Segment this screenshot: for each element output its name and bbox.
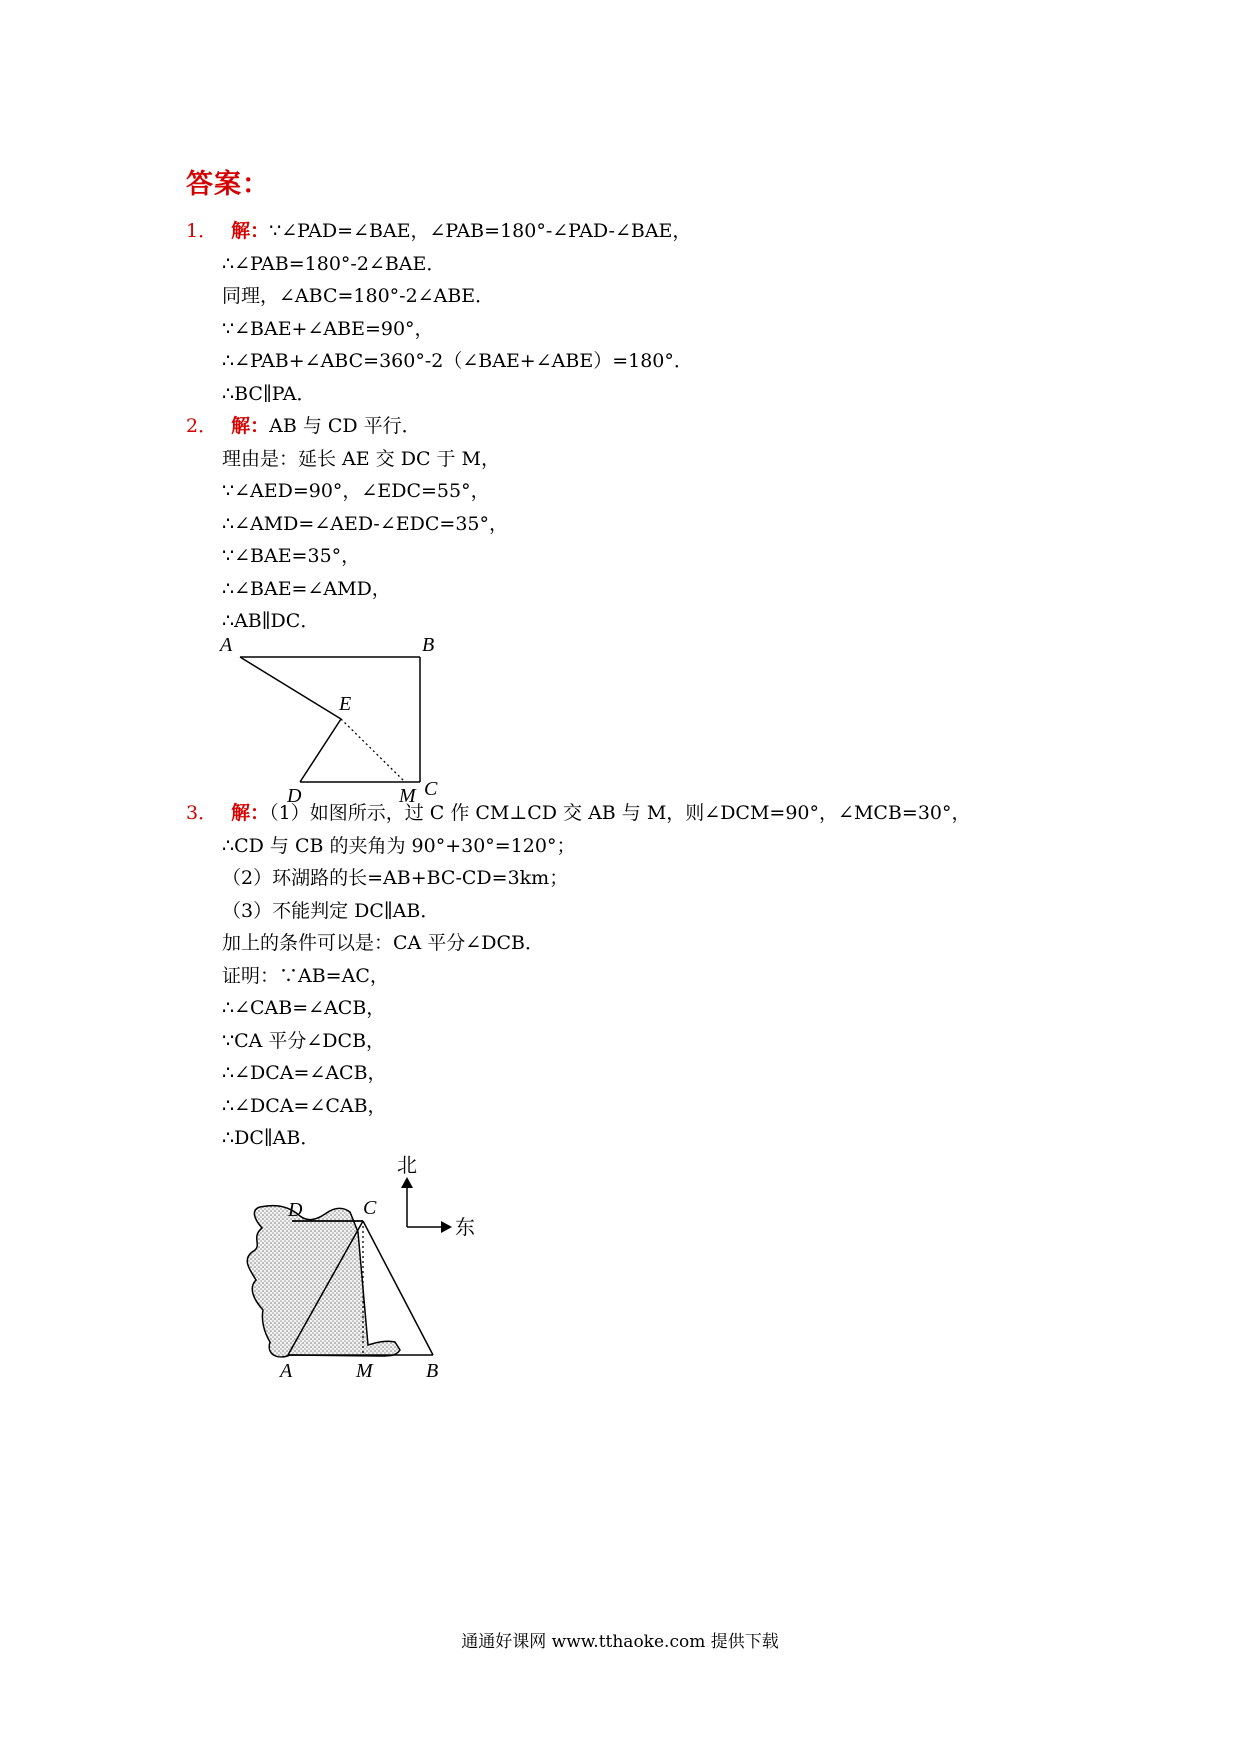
segment-cb — [363, 1221, 433, 1355]
segment-ae — [240, 657, 341, 719]
problem-2-line-3: ∵∠AED=90°，∠EDC=55°， — [222, 480, 490, 502]
problem-1-line-2: ∴∠PAB=180°-2∠BAE． — [222, 253, 446, 275]
problem-3-line-10: ∴∠DCA=∠CAB， — [222, 1095, 387, 1117]
label-b: B — [426, 1360, 439, 1382]
problem-1-line-6: ∴BC∥PA． — [222, 383, 316, 405]
label-a: A — [220, 634, 233, 656]
east-label: 东 — [455, 1215, 475, 1239]
problem-2-figure — [215, 630, 455, 805]
problem-2-text: AB 与 CD 平行． — [269, 415, 421, 437]
problem-3-line-8: ∵CA 平分∠DCB， — [222, 1030, 386, 1052]
problem-2-solution-label: 解： — [231, 415, 270, 437]
segment-em-dotted — [341, 719, 405, 782]
label-b: B — [422, 634, 435, 656]
problem-3-line-6: 证明：∵AB=AC， — [222, 965, 389, 987]
north-label: 北 — [397, 1153, 417, 1177]
problem-1-line-3: 同理，∠ABC=180°-2∠ABE． — [222, 285, 495, 307]
north-arrowhead — [401, 1177, 413, 1188]
problem-3-line-5: 加上的条件可以是：CA 平分∠DCB． — [222, 932, 544, 954]
problem-1-line-4: ∵∠BAE+∠ABE=90°， — [222, 318, 434, 340]
lake-region — [247, 1206, 400, 1357]
label-m: M — [399, 785, 416, 805]
problem-2-line-2: 理由是：延长 AE 交 DC 于 M， — [222, 448, 501, 470]
problem-2-line-1 — [186, 413, 421, 439]
problem-1-line-5: ∴∠PAB+∠ABC=360°-2（∠BAE+∠ABE）=180°． — [222, 350, 693, 372]
label-a: A — [280, 1360, 293, 1382]
problem-3-line-2: ∴CD 与 CB 的夹角为 90°+30°=120°； — [222, 835, 576, 857]
problem-1-number: 1． — [186, 220, 218, 242]
problem-3-figure — [230, 1150, 500, 1382]
label-m: M — [356, 1360, 373, 1382]
problem-1-solution-label: 解： — [231, 220, 270, 242]
problem-2-line-4: ∴∠AMD=∠AED-∠EDC=35°， — [222, 513, 509, 535]
label-d: D — [287, 785, 302, 805]
problem-3-text: （1）如图所示，过 C 作 CM⊥CD 交 AB 与 M，则∠DCM=90°，∠MCB=30°， — [269, 802, 971, 824]
footer-text: 通通好课网 www.tthaoke.com 提供下载 — [461, 1632, 779, 1652]
problem-3-number: 3． — [186, 802, 218, 824]
problem-2-line-7: ∴AB∥DC． — [222, 610, 320, 632]
label-c: C — [363, 1197, 377, 1219]
problem-3-line-4: （3）不能判定 DC∥AB． — [222, 900, 440, 922]
east-arrowhead — [441, 1221, 452, 1233]
problem-2-line-5: ∵∠BAE=35°， — [222, 545, 361, 567]
problem-2-number: 2． — [186, 415, 218, 437]
problem-3-line-9: ∴∠DCA=∠ACB， — [222, 1062, 387, 1084]
problem-1-line-1 — [186, 218, 691, 244]
problem-2-line-6: ∴∠BAE=∠AMD， — [222, 578, 391, 600]
problem-3-solution-label: 解： — [231, 802, 270, 824]
problem-1-text: ∵∠PAD=∠BAE，∠PAB=180°-∠PAD-∠BAE， — [269, 220, 692, 242]
problem-3-line-11: ∴DC∥AB． — [222, 1127, 320, 1149]
problem-3-line-7: ∴∠CAB=∠ACB， — [222, 997, 386, 1019]
segment-de — [300, 719, 341, 782]
answers-heading: 答案： — [186, 169, 270, 200]
problem-3-line-1 — [186, 800, 971, 826]
label-d: D — [288, 1199, 303, 1221]
problem-3-line-3: （2）环湖路的长=AB+BC-CD=3km； — [222, 867, 569, 889]
label-c: C — [424, 778, 438, 800]
label-e: E — [339, 693, 352, 715]
